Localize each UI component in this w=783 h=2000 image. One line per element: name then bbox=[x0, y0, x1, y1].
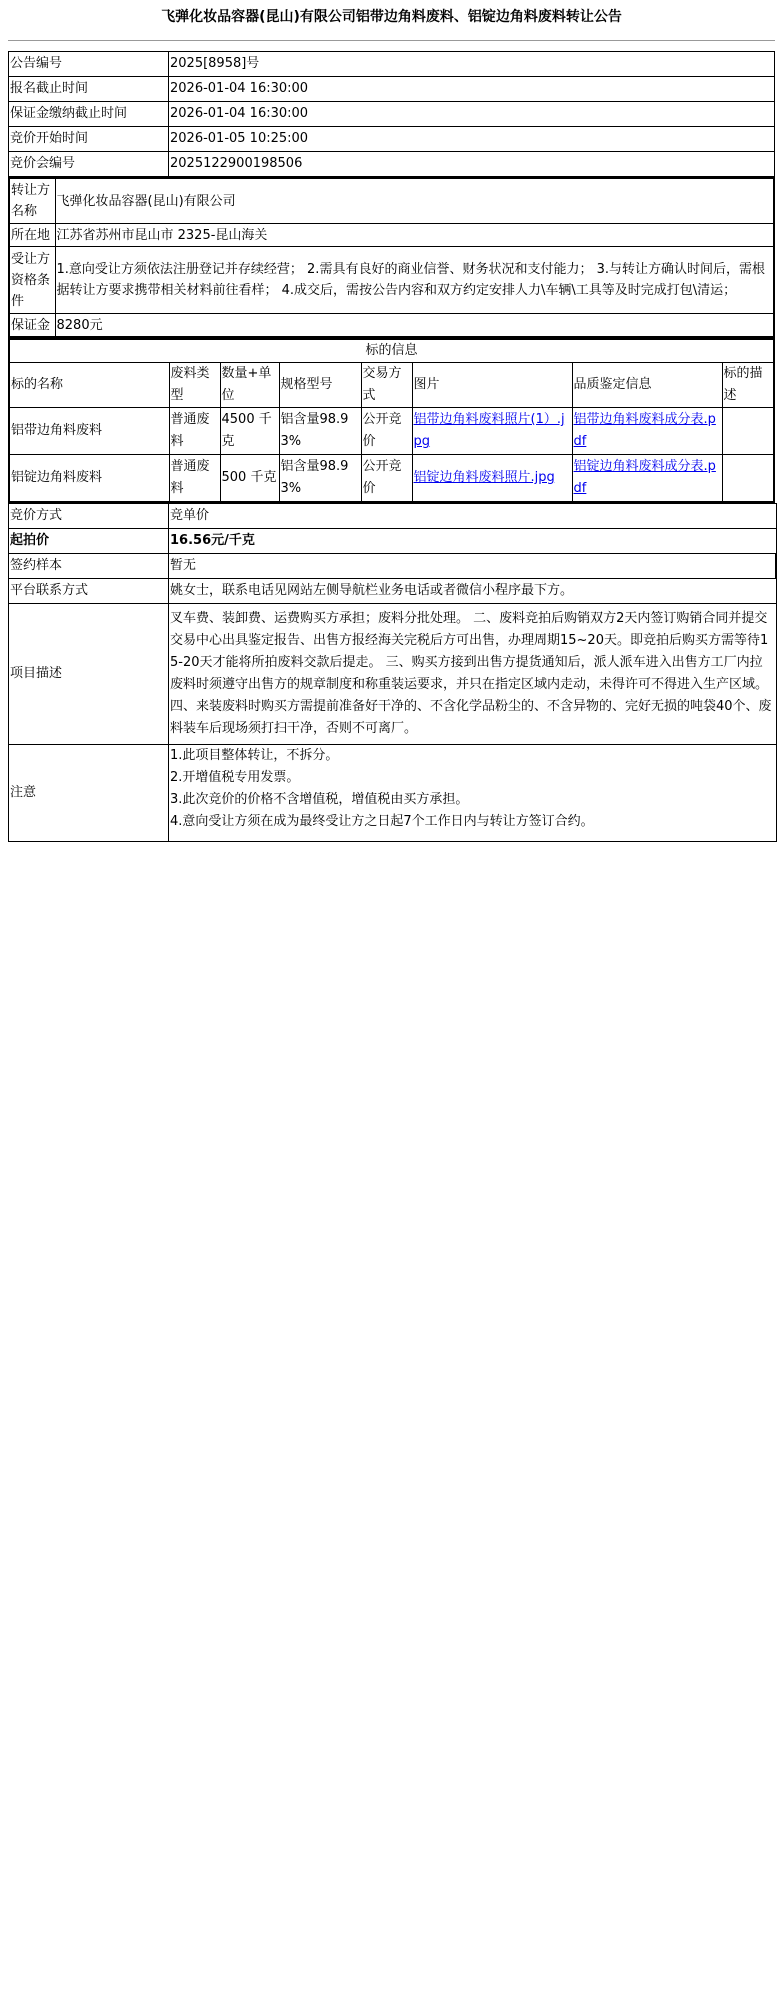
note-item: 1.此项目整体转让，不拆分。 bbox=[170, 748, 339, 763]
lot-description bbox=[722, 455, 774, 503]
table-row bbox=[9, 127, 775, 152]
table-row bbox=[9, 408, 774, 455]
contact-value: 姚女士，联系电话见网站左侧导航栏业务电话或者微信小程序最下方。 bbox=[169, 579, 777, 604]
registration-deadline-value: 2026-01-04 16:30:00 bbox=[169, 77, 775, 102]
seller-name-value: 飞弹化妆品容器(昆山)有限公司 bbox=[55, 178, 774, 224]
lot-type: 普通废料 bbox=[169, 408, 220, 455]
column-header-name: 标的名称 bbox=[9, 363, 169, 408]
note-item: 4.意向受让方须在成为最终受让方之日起7个工作日内与转让方签订合约。 bbox=[170, 814, 594, 829]
page-title: 飞弹化妆品容器(昆山)有限公司铝带边角料废料、铝锭边角料废料转让公告 bbox=[161, 9, 622, 25]
lot-table-caption: 标的信息 bbox=[9, 339, 774, 363]
deposit-deadline-label: 保证金缴纳截止时间 bbox=[9, 102, 169, 127]
lot-image-link[interactable]: 铝带边角料废料照片(1）.jpg bbox=[413, 412, 565, 449]
contract-sample-value: 暂无 bbox=[169, 554, 777, 579]
qualification-value: 1.意向受让方须依法注册登记并存续经营； 2.需具有良好的商业信誉、财务状况和支付能力； 3.与转让方确认时间后，需根据转让方要求携带相关材料前往看样； 4.成交后，需按公告内容和双方约定安排人力\车辆\工具等及时完成打包\清运； bbox=[55, 247, 774, 314]
column-header-quality: 品质鉴定信息 bbox=[572, 363, 722, 408]
lot-method: 公开竞价 bbox=[361, 455, 412, 503]
title-divider bbox=[8, 40, 775, 41]
lot-table bbox=[8, 338, 775, 503]
notice-number-label: 公告编号 bbox=[9, 52, 169, 77]
lot-quality-link[interactable]: 铝带边角料废料成分表.pdf bbox=[573, 412, 716, 449]
table-row bbox=[9, 579, 777, 604]
seller-name-label: 转让方名称 bbox=[9, 178, 55, 224]
column-header-quantity: 数量+单位 bbox=[220, 363, 279, 408]
contact-label: 平台联系方式 bbox=[9, 579, 169, 604]
table-row bbox=[9, 247, 774, 314]
registration-deadline-label: 报名截止时间 bbox=[9, 77, 169, 102]
lot-quantity: 500 千克 bbox=[220, 455, 279, 503]
table-row bbox=[9, 152, 775, 177]
table-row bbox=[9, 314, 774, 338]
bid-method-label: 竞价方式 bbox=[9, 504, 169, 529]
table-row bbox=[9, 224, 774, 247]
start-price-label: 起拍价 bbox=[9, 529, 169, 554]
lot-name: 铝锭边角料废料 bbox=[9, 455, 169, 503]
contract-sample-label: 签约样本 bbox=[9, 554, 169, 579]
lot-quality-cell bbox=[572, 408, 722, 455]
notes-list bbox=[169, 745, 777, 842]
lot-type: 普通废料 bbox=[169, 455, 220, 503]
column-header-spec: 规格型号 bbox=[279, 363, 361, 408]
auction-number-label: 竞价会编号 bbox=[9, 152, 169, 177]
notes-label: 注意 bbox=[9, 745, 169, 842]
table-row bbox=[9, 339, 774, 363]
deposit-value: 8280元 bbox=[55, 314, 774, 338]
table-row bbox=[9, 504, 777, 529]
bid-info-table bbox=[8, 503, 777, 842]
auction-number-value: 2025122900198506 bbox=[169, 152, 775, 177]
table-row bbox=[9, 554, 777, 579]
location-label: 所在地 bbox=[9, 224, 55, 247]
table-row bbox=[9, 455, 774, 503]
column-header-image: 图片 bbox=[412, 363, 572, 408]
lot-image-link[interactable]: 铝锭边角料废料照片.jpg bbox=[413, 470, 555, 485]
lot-method: 公开竞价 bbox=[361, 408, 412, 455]
notice-number-value: 2025[8958]号 bbox=[169, 52, 775, 77]
lot-name: 铝带边角料废料 bbox=[9, 408, 169, 455]
lot-description bbox=[722, 408, 774, 455]
bid-start-value: 2026-01-05 10:25:00 bbox=[169, 127, 775, 152]
column-header-type: 废料类型 bbox=[169, 363, 220, 408]
project-description-label: 项目描述 bbox=[9, 604, 169, 745]
lot-spec: 铝含量98.93% bbox=[279, 408, 361, 455]
table-row bbox=[9, 77, 775, 102]
bid-start-label: 竞价开始时间 bbox=[9, 127, 169, 152]
project-description-value: 叉车费、装卸费、运费购买方承担；废料分批处理。 二、废料竞拍后购销双方2天内签订购销合同并提交交易中心出具鉴定报告、出售方报经海关完税后方可出售，办理周期15~20天。即竞拍后购买方需等待15-20天才能将所拍废料交款后提走。 三、购买方接到出售方提货通知后，派人派车进入出售方工厂内拉废料时须遵守出售方的规章制度和称重装运要求，并只在指定区域内走动，未得许可不得进入生产区域。 四、来装废料时购买方需提前准备好干净的、不含化学品粉尘的、不含异物的、完好无损的吨袋40个、废料装车后现场须打扫干净，否则不可离厂。 bbox=[169, 604, 777, 745]
column-header-description: 标的描述 bbox=[722, 363, 774, 408]
start-price-value: 16.56元/千克 bbox=[169, 529, 777, 554]
location-value: 江苏省苏州市昆山市 2325-昆山海关 bbox=[55, 224, 774, 247]
table-row bbox=[9, 52, 775, 77]
table-row bbox=[9, 529, 777, 554]
note-item: 3.此次竞价的价格不含增值税，增值税由买方承担。 bbox=[170, 792, 469, 807]
column-header-method: 交易方式 bbox=[361, 363, 412, 408]
lot-spec: 铝含量98.93% bbox=[279, 455, 361, 503]
basic-info-table bbox=[8, 51, 775, 177]
deposit-deadline-value: 2026-01-04 16:30:00 bbox=[169, 102, 775, 127]
table-row bbox=[9, 745, 777, 842]
lot-image-cell bbox=[412, 455, 572, 503]
note-item: 2.开增值税专用发票。 bbox=[170, 770, 300, 785]
lot-quality-cell bbox=[572, 455, 722, 503]
lot-quantity: 4500 千克 bbox=[220, 408, 279, 455]
bid-method-value: 竞单价 bbox=[169, 504, 777, 529]
seller-info-table bbox=[8, 177, 775, 338]
table-row bbox=[9, 178, 774, 224]
lot-quality-link[interactable]: 铝锭边角料废料成分表.pdf bbox=[573, 459, 716, 496]
qualification-label: 受让方资格条件 bbox=[9, 247, 55, 314]
deposit-label: 保证金 bbox=[9, 314, 55, 338]
table-row bbox=[9, 102, 775, 127]
table-row bbox=[9, 604, 777, 745]
table-header-row bbox=[9, 363, 774, 408]
lot-image-cell bbox=[412, 408, 572, 455]
